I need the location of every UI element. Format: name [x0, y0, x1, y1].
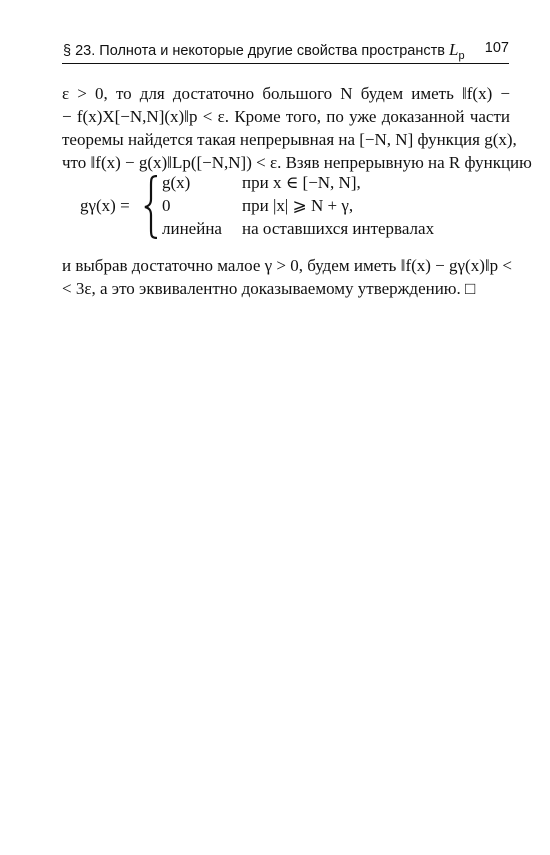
- section-title: § 23. Полнота и некоторые другие свойства пространств $L_p$: [63, 40, 465, 62]
- text-line: и выбрав достаточно малое γ > 0, будем иметь ‖f(x) − gγ(x)‖p <: [62, 256, 512, 275]
- header-rule: [62, 63, 509, 64]
- space-symbol: L: [449, 40, 459, 59]
- text-line: ε > 0, то для достаточно большого N будем иметь ‖f(x) −: [62, 84, 510, 103]
- text-line: < 3ε, а это эквивалентно доказываемому утверждению. □: [62, 279, 476, 298]
- left-brace-icon: [143, 175, 161, 239]
- text-line: − f(x)X[−N,N](x)‖p < ε. Кроме того, по уже доказанной части: [62, 107, 510, 126]
- paragraph-2: [62, 254, 510, 300]
- case-value: 0: [162, 196, 171, 215]
- case-condition: на оставшихся интервалах: [242, 219, 435, 238]
- space-subscript: p: [458, 49, 465, 62]
- case-value: g(x): [162, 173, 191, 192]
- piecewise-formula: [80, 173, 480, 243]
- case-value: линейна: [162, 219, 222, 238]
- formula-lhs: gγ(x) =: [80, 196, 130, 215]
- page-number: 107: [484, 40, 509, 56]
- paragraph-1: [62, 82, 532, 174]
- text-line: что ‖f(x) − g(x)‖Lp([−N,N]) < ε. Взяв непрерывную на R функцию: [62, 153, 532, 172]
- case-condition: при x ∈ [−N, N],: [242, 173, 361, 192]
- running-header: [63, 40, 509, 62]
- text-line: теоремы найдется такая непрерывная на [−N, N] функция g(x),: [62, 130, 517, 149]
- case-condition: при |x| ⩾ N + γ,: [242, 196, 354, 215]
